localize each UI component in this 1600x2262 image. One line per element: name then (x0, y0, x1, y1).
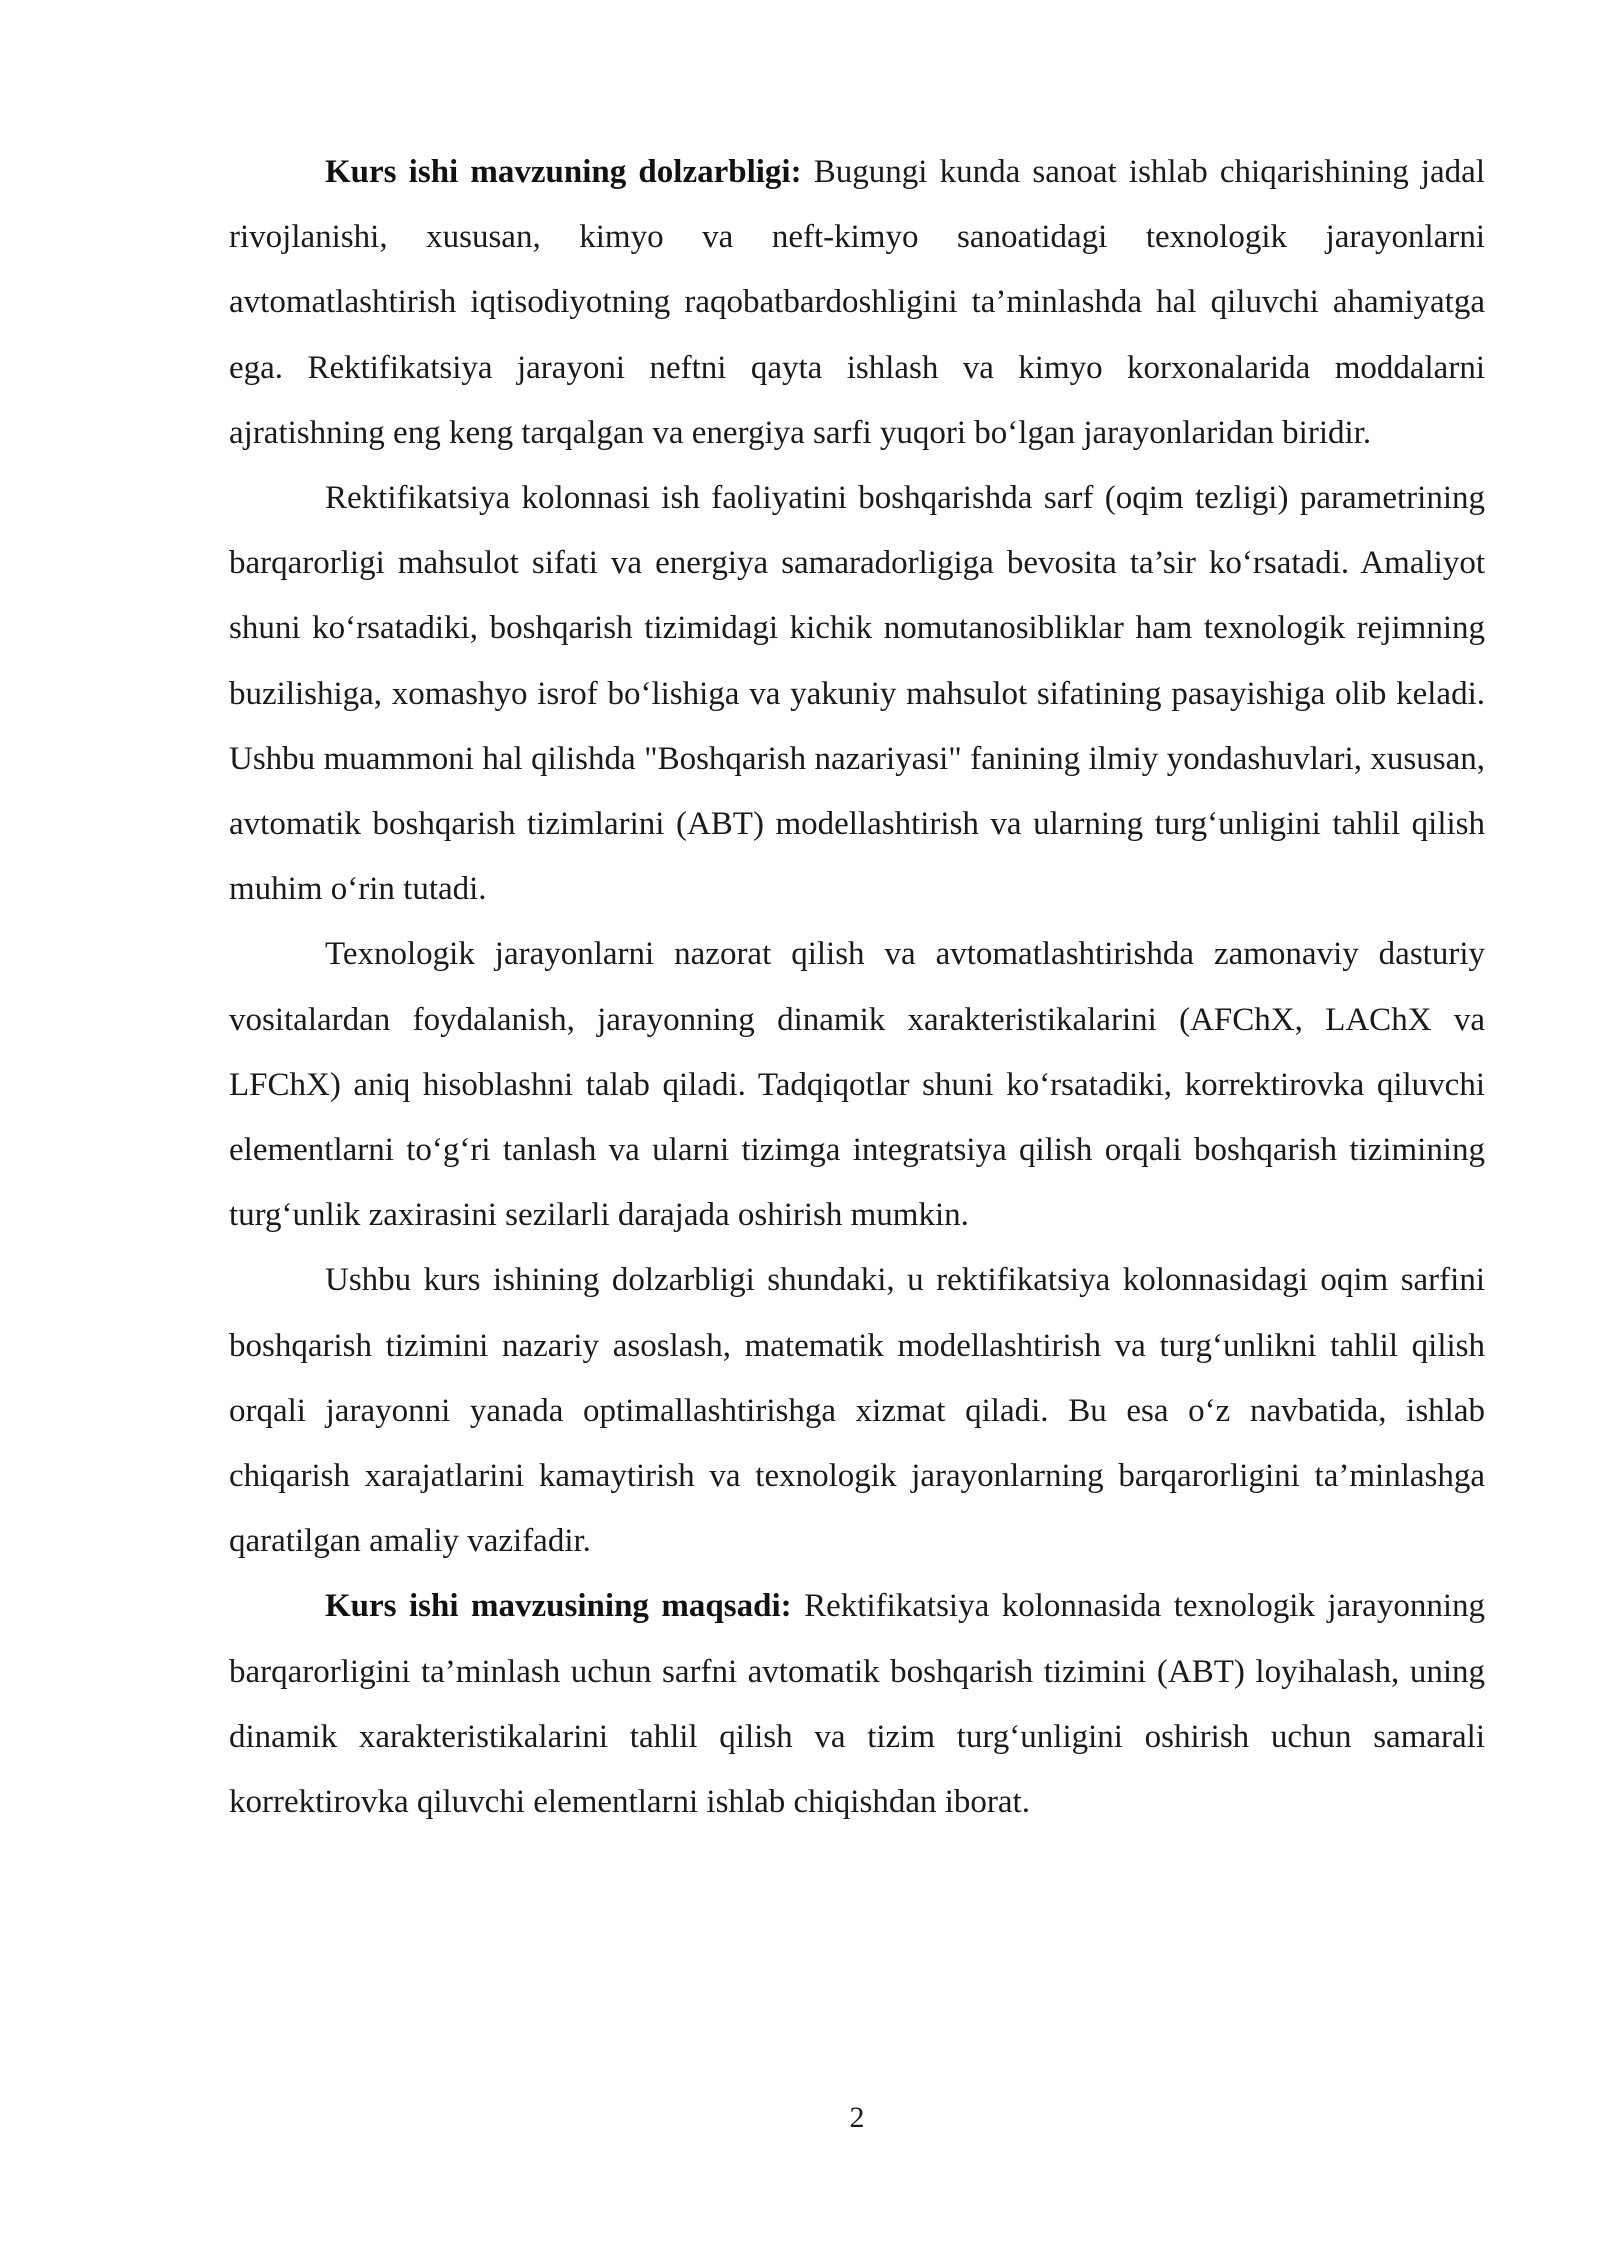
paragraph-software-tools (229, 922, 1485, 1248)
page-body (229, 140, 1485, 1835)
paragraph-text: Texnologik jarayonlarni nazorat qilish va avtomatlashtirishda zamonaviy dasturiy vositalardan foydalanish, jarayonning dinamik xarakteristikalarini (AFChX, LAChX va LFChX) aniq hisoblashni talab qiladi. Tadqiqotlar shuni ko‘rsatadiki, korrektirovka qiluvchi elementlarni to‘g‘ri tanlash va ularni tizimga integratsiya qilish orqali boshqarish tizimining turg‘unlik zaxirasini sezilarli darajada oshirish mumkin. (229, 936, 1485, 1234)
paragraph-relevance (229, 140, 1485, 466)
paragraph-text: Rektifikatsiya kolonnasi ish faoliyatini boshqarishda sarf (oqim tezligi) parametrining barqarorligi mahsulot sifati va energiya samaradorligiga bevosita ta’sir ko‘rsatadi. Amaliyot shuni ko‘rsatadiki, boshqarish tizimidagi kichik nomutanosibliklar ham texnologik rejimning buzilishiga, xomashyo isrof bo‘lishiga va yakuniy mahsulot sifatining pasayishiga olib keladi. Ushbu muammoni hal qilishda "Boshqarish nazariyasi" fanining ilmiy yondashuvlari, xususan, avtomatik boshqarish tizimlarini (ABT) modellashtirish va ularning turg‘unligini tahlil qilish muhim o‘rin tutadi. (229, 480, 1485, 908)
paragraph-text: Ushbu kurs ishining dolzarbligi shundaki, u rektifikatsiya kolonnasidagi oqim sarfini boshqarish tizimini nazariy asoslash, matematik modellashtirish va turg‘unlikni tahlil qilish orqali jarayonni yanada optimallashtirishga xizmat qiladi. Bu esa o‘z navbatida, ishlab chiqarish xarajatlarini kamaytirish va texnologik jarayonlarning barqarorligini ta’minlashga qaratilgan amaliy vazifadir. (229, 1262, 1485, 1560)
paragraph-lead: Kurs ishi mavzuning dolzarbligi: (325, 154, 802, 190)
paragraph-goal (229, 1574, 1485, 1835)
paragraph-column-control (229, 466, 1485, 922)
page-number: 2 (849, 2101, 865, 2134)
paragraph-course-relevance (229, 1248, 1485, 1574)
paragraph-text: Rektifikatsiya kolonnasida texnologik jarayonning barqarorligini ta’minlash uchun sarfni avtomatik boshqarish tizimini (ABT) loyihalash, uning dinamik xarakteristikalarini tahlil qilish va tizim turg‘unligini oshirish uchun samarali korrektirovka qiluvchi elementlarni ishlab chiqishdan iborat. (229, 1588, 1485, 1821)
paragraph-lead: Kurs ishi mavzusining maqsadi: (325, 1588, 792, 1625)
paragraph-text: Bugungi kunda sanoat ishlab chiqarishining jadal rivojlanishi, xususan, kimyo va neft-kimyo sanoatidagi texnologik jarayonlarni avtomatlashtirish iqtisodiyotning raqobatbardoshligini ta’minlashda hal qiluvchi ahamiyatga ega. Rektifikatsiya jarayoni neftni qayta ishlash va kimyo korxonalarida moddalarni ajratishning eng keng tarqalgan va energiya sarfi yuqori bo‘lgan jarayonlaridan biridir. (229, 154, 1486, 451)
